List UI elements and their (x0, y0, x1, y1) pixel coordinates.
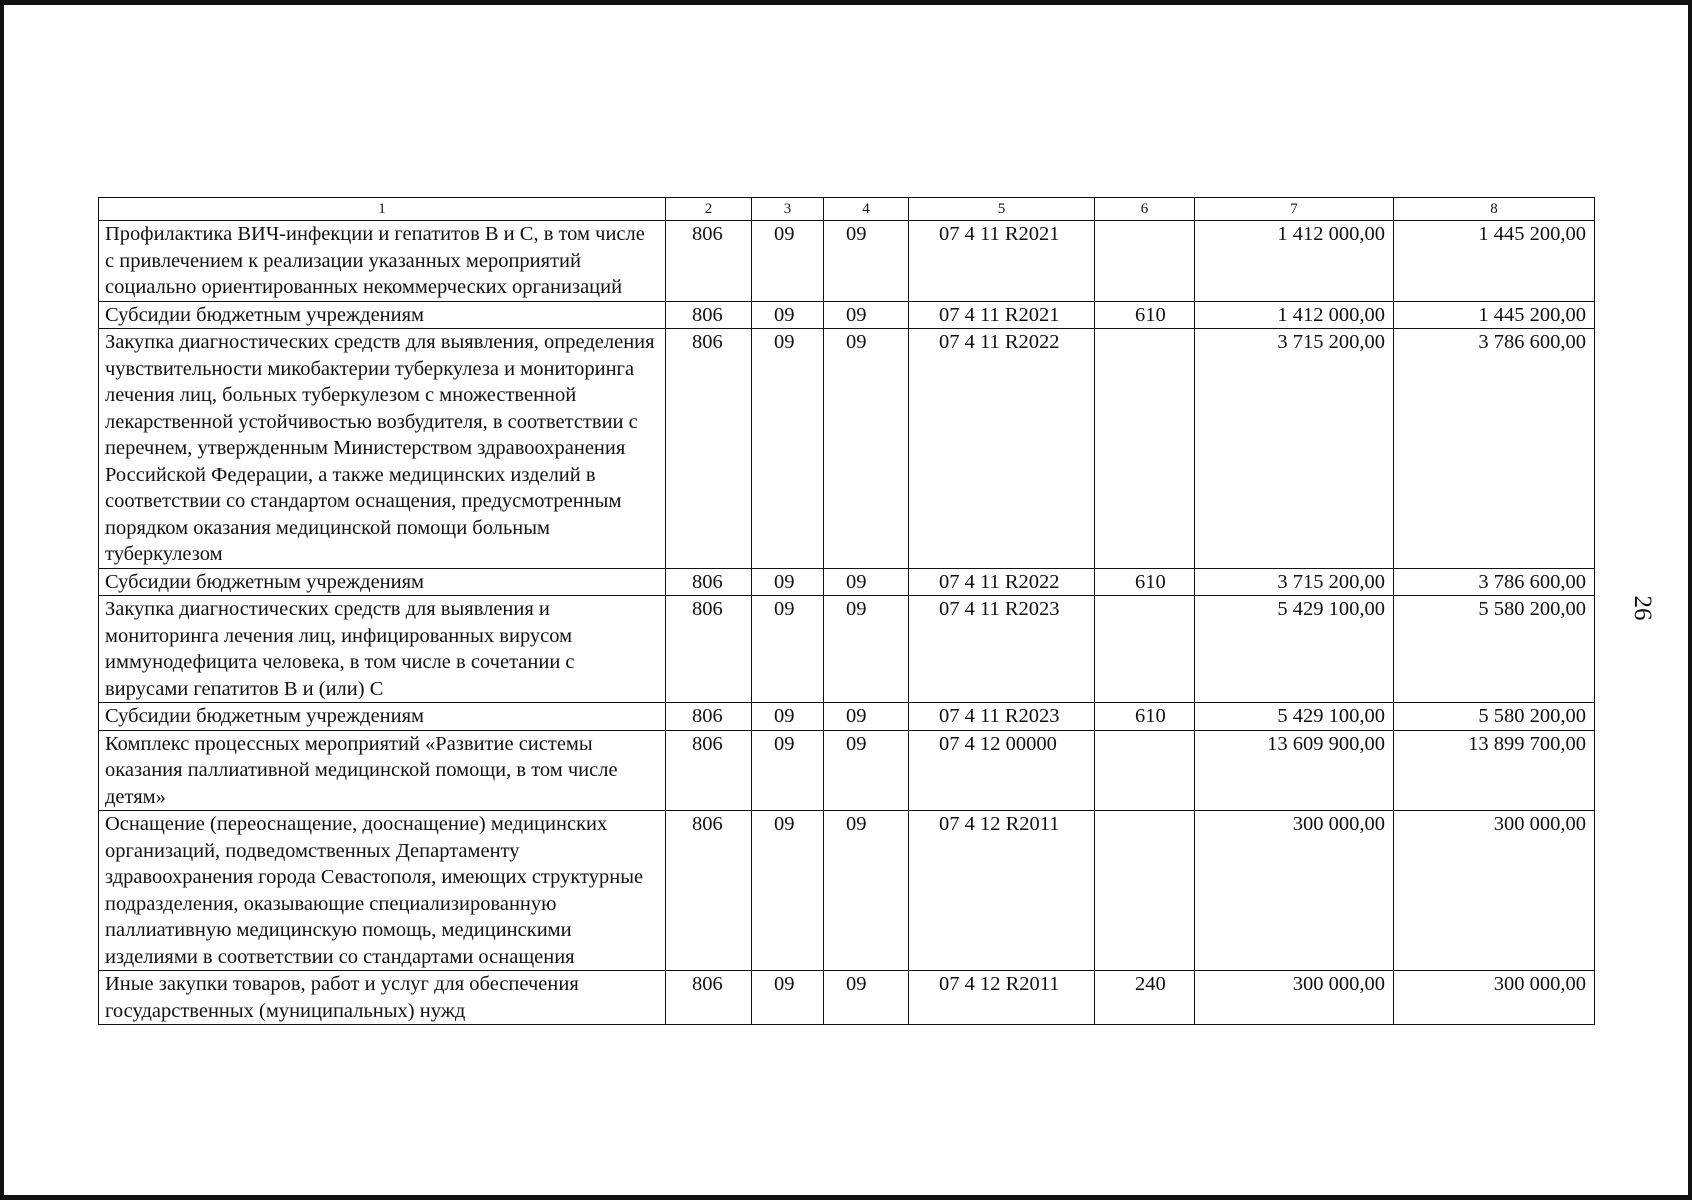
row-target-article: 07 4 11 R2021 (909, 301, 1095, 329)
row-amount-7: 300 000,00 (1195, 971, 1394, 1025)
row-amount-8: 5 580 200,00 (1394, 596, 1595, 703)
header-row (99, 198, 1595, 221)
row-subsection: 09 (824, 568, 909, 596)
row-subsection: 09 (824, 329, 909, 569)
table-row (99, 301, 1595, 329)
row-target-article: 07 4 12 00000 (909, 730, 1095, 811)
row-amount-7: 1 412 000,00 (1195, 221, 1394, 302)
page-number: 26 (1629, 595, 1656, 621)
row-amount-7: 300 000,00 (1195, 811, 1394, 971)
row-section: 09 (752, 301, 824, 329)
row-target-article: 07 4 11 R2023 (909, 596, 1095, 703)
table-row (99, 811, 1595, 971)
row-name: Субсидии бюджетным учреждениям (99, 703, 666, 731)
row-expense-type (1095, 221, 1195, 302)
row-ministry-code: 806 (666, 301, 752, 329)
header-cell: 1 (99, 198, 666, 221)
row-section: 09 (752, 596, 824, 703)
row-amount-7: 3 715 200,00 (1195, 329, 1394, 569)
row-target-article: 07 4 11 R2022 (909, 568, 1095, 596)
header-cell: 4 (824, 198, 909, 221)
row-expense-type (1095, 329, 1195, 569)
row-amount-8: 3 786 600,00 (1394, 568, 1595, 596)
header-cell: 5 (909, 198, 1095, 221)
table-row (99, 329, 1595, 569)
row-section: 09 (752, 811, 824, 971)
table-row (99, 596, 1595, 703)
row-amount-8: 300 000,00 (1394, 811, 1595, 971)
row-name: Профилактика ВИЧ-инфекции и гепатитов B и C, в том числе с привлечением к реализации указанных мероприятий социально ориентированных некоммерческих организаций (99, 221, 666, 302)
row-ministry-code: 806 (666, 568, 752, 596)
row-ministry-code: 806 (666, 703, 752, 731)
row-target-article: 07 4 11 R2022 (909, 329, 1095, 569)
scan-border-right (1688, 0, 1692, 1200)
row-amount-7: 5 429 100,00 (1195, 703, 1394, 731)
budget-table (98, 197, 1595, 1025)
row-expense-type (1095, 730, 1195, 811)
table-row (99, 730, 1595, 811)
row-subsection: 09 (824, 730, 909, 811)
row-subsection: 09 (824, 971, 909, 1025)
row-name: Комплекс процессных мероприятий «Развитие системы оказания паллиативной медицинской помощи, в том числе детям» (99, 730, 666, 811)
table-row (99, 971, 1595, 1025)
row-amount-8: 1 445 200,00 (1394, 221, 1595, 302)
row-amount-8: 1 445 200,00 (1394, 301, 1595, 329)
row-amount-7: 5 429 100,00 (1195, 596, 1394, 703)
row-amount-7: 1 412 000,00 (1195, 301, 1394, 329)
row-target-article: 07 4 11 R2023 (909, 703, 1095, 731)
row-name: Закупка диагностических средств для выявления и мониторинга лечения лиц, инфицированных вирусом иммунодефицита человека, в том числе в сочетании с вирусами гепатитов B и (или) C (99, 596, 666, 703)
row-subsection: 09 (824, 703, 909, 731)
scan-border-left (0, 0, 4, 1200)
row-section: 09 (752, 703, 824, 731)
row-subsection: 09 (824, 221, 909, 302)
row-section: 09 (752, 568, 824, 596)
header-cell: 2 (666, 198, 752, 221)
row-target-article: 07 4 12 R2011 (909, 971, 1095, 1025)
row-section: 09 (752, 971, 824, 1025)
row-amount-7: 3 715 200,00 (1195, 568, 1394, 596)
row-name: Закупка диагностических средств для выявления, определения чувствительности микобактерии туберкулеза и мониторинга лечения лиц, больных туберкулезом с множественной лекарственной устойчивостью возбудителя, в соответствии с перечнем, утвержденным Министерством здравоохранения Российской Федерации, а также медицинских изделий в соответствии со стандартом оснащения, предусмотренным порядком оказания медицинской помощи больным туберкулезом (99, 329, 666, 569)
row-subsection: 09 (824, 811, 909, 971)
row-expense-type (1095, 596, 1195, 703)
row-section: 09 (752, 329, 824, 569)
row-name: Оснащение (переоснащение, дооснащение) медицинских организаций, подведомственных Департаменту здравоохранения города Севастополя, имеющих структурные подразделения, оказывающие специализированную паллиативную медицинскую помощь, медицинскими изделиями в соответствии со стандартами оснащения (99, 811, 666, 971)
row-ministry-code: 806 (666, 329, 752, 569)
row-subsection: 09 (824, 301, 909, 329)
row-expense-type: 610 (1095, 301, 1195, 329)
row-expense-type: 240 (1095, 971, 1195, 1025)
row-amount-8: 300 000,00 (1394, 971, 1595, 1025)
row-name: Субсидии бюджетным учреждениям (99, 301, 666, 329)
scan-border-bottom (0, 1195, 1692, 1200)
row-amount-8: 13 899 700,00 (1394, 730, 1595, 811)
header-cell: 8 (1394, 198, 1595, 221)
row-amount-8: 5 580 200,00 (1394, 703, 1595, 731)
row-name: Субсидии бюджетным учреждениям (99, 568, 666, 596)
table-row (99, 703, 1595, 731)
table-row (99, 568, 1595, 596)
row-ministry-code: 806 (666, 221, 752, 302)
row-section: 09 (752, 730, 824, 811)
row-expense-type: 610 (1095, 568, 1195, 596)
row-ministry-code: 806 (666, 811, 752, 971)
row-ministry-code: 806 (666, 971, 752, 1025)
header-cell: 3 (752, 198, 824, 221)
header-cell: 6 (1095, 198, 1195, 221)
row-amount-8: 3 786 600,00 (1394, 329, 1595, 569)
row-amount-7: 13 609 900,00 (1195, 730, 1394, 811)
row-ministry-code: 806 (666, 730, 752, 811)
row-subsection: 09 (824, 596, 909, 703)
row-name: Иные закупки товаров, работ и услуг для обеспечения государственных (муниципальных) нужд (99, 971, 666, 1025)
scan-border-top (0, 0, 1692, 5)
row-ministry-code: 806 (666, 596, 752, 703)
header-cell: 7 (1195, 198, 1394, 221)
row-target-article: 07 4 12 R2011 (909, 811, 1095, 971)
row-section: 09 (752, 221, 824, 302)
row-expense-type (1095, 811, 1195, 971)
table-row (99, 221, 1595, 302)
row-expense-type: 610 (1095, 703, 1195, 731)
row-target-article: 07 4 11 R2021 (909, 221, 1095, 302)
